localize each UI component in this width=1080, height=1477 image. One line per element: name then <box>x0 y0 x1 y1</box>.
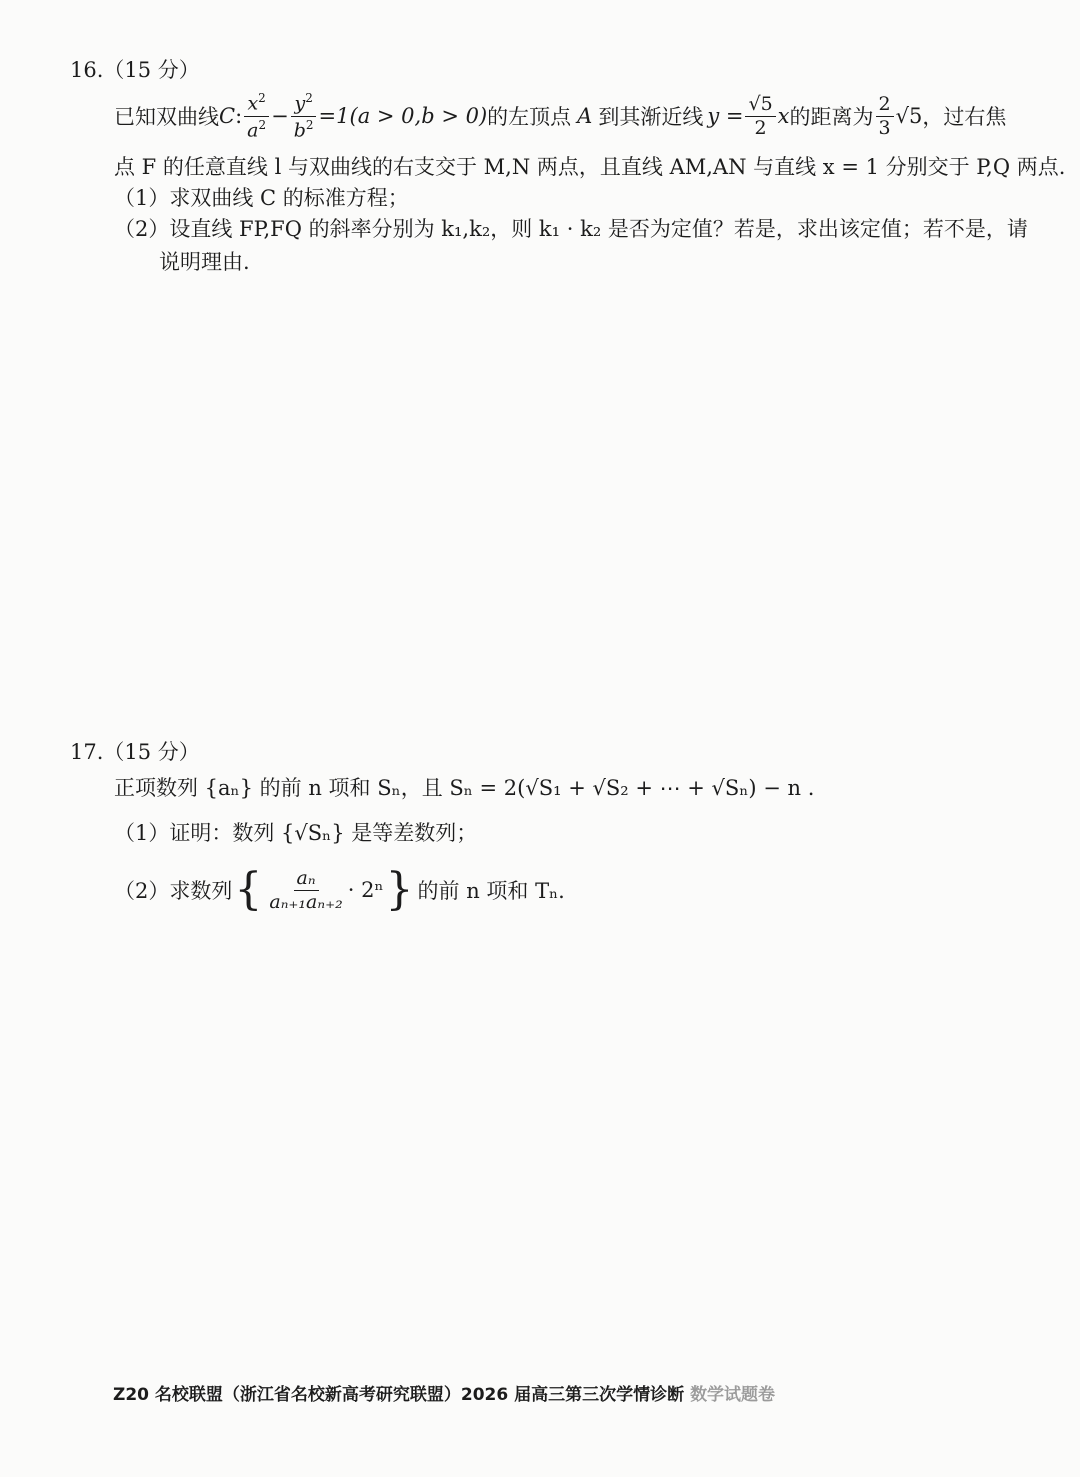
footer-text: Z20 名校联盟（浙江省名校新高考研究联盟）2026 届高三第三次学情诊断 <box>113 1385 685 1405</box>
question-16-part-2: （2）设直线 FP,FQ 的斜率分别为 k₁,k₂，则 k₁ · k₂ 是否为定值？若是，求出该定值；若不是，请 <box>114 217 1028 241</box>
stem-text-a: 已知双曲线 <box>114 105 219 129</box>
asymptote-lhs: y = <box>707 104 744 128</box>
curve-name: C <box>219 104 236 128</box>
fraction-numerator: aₙ <box>294 869 319 891</box>
stem-text-e: ，过右焦 <box>922 105 1007 129</box>
stem-text-c: 到其渐近线 <box>598 105 704 129</box>
power-of-two: · 2ⁿ <box>347 878 384 902</box>
two-thirds-fraction: $\frac{2}{3}$ <box>876 95 894 138</box>
question-17-part-1: （1）证明：数列 {√Sₙ} 是等差数列； <box>114 821 478 845</box>
stem-text-b: 的左顶点 <box>487 105 572 129</box>
footer-faded-text: 数学试题卷 <box>690 1385 776 1405</box>
question-16-stem-line1: 已知双曲线 C : $\frac{x^2}{a^2}$ − $\frac{y^2}{b^2}$ =1(a > 0,b > 0) 的左顶点 A 到其渐近线 y = $\frac{√5}{2}$ x 的距离为 $\frac{2}{3}$ √5 ，过右焦 <box>114 91 1007 141</box>
y-over-b-fraction: $\frac{y^2}{b^2}$ <box>291 92 317 140</box>
stem-text-d: 的距离为 <box>789 105 874 129</box>
question-17-stem: 正项数列 {aₙ} 的前 n 项和 Sₙ，且 Sₙ = 2(√S₁ + √S₂ + ⋯ + √Sₙ) − n . <box>114 776 815 800</box>
question-16-stem-line2: 点 F 的任意直线 l 与双曲线的右支交于 M,N 两点，且直线 AM,AN 与直线 x = 1 分别交于 P,Q 两点. <box>114 155 1066 179</box>
distance-sqrt5: √5 <box>895 104 923 128</box>
left-brace: { <box>234 864 263 915</box>
sequence-term-fraction <box>266 866 345 913</box>
part2-text-a: （2）求数列 <box>114 879 233 903</box>
question-17-part-2 <box>114 860 565 920</box>
question-17-number: 17.（15 分） <box>70 740 200 764</box>
asymptote-x: x <box>777 104 790 128</box>
question-16-part-2-cont: 说明理由. <box>159 250 250 274</box>
right-brace: } <box>385 864 414 915</box>
x-over-a-fraction: $\frac{x^2}{a^2}$ <box>244 92 269 140</box>
sqrt5-over-2-fraction: $\frac{√5}{2}$ <box>745 95 775 138</box>
question-16-number: 16.（15 分） <box>70 58 200 82</box>
question-16-part-1: （1）求双曲线 C 的标准方程； <box>114 186 409 210</box>
fraction-denominator: aₙ₊₁aₙ₊₂ <box>269 890 343 913</box>
part2-text-b: 的前 n 项和 Tₙ. <box>417 879 565 903</box>
curve-condition: =1(a > 0,b > 0) <box>318 104 488 128</box>
point-A: A <box>577 104 593 128</box>
page-footer <box>113 1380 775 1405</box>
